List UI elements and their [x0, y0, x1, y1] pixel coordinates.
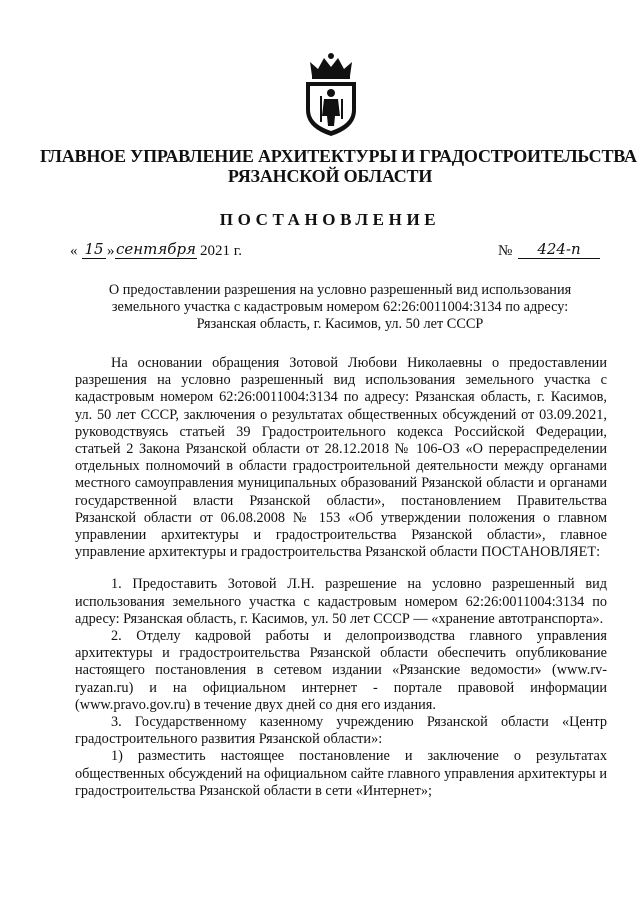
date-quote-close: »: [107, 243, 115, 259]
document-number: [498, 240, 608, 264]
date-quote-open: «: [70, 243, 78, 259]
subject-line: О предоставлении разрешения на условно разрешенный вид использования: [108, 282, 572, 298]
document-type-title: ПОСТАНОВЛЕНИЕ: [219, 210, 441, 229]
document-date: [70, 240, 280, 264]
organization-line-2: РЯЗАНСКОЙ ОБЛАСТИ: [227, 166, 433, 186]
organization-line-1: ГЛАВНОЕ УПРАВЛЕНИЕ АРХИТЕКТУРЫ И ГРАДОСТРОИТЕЛЬСТВА: [40, 146, 637, 166]
number-value: 424-п: [518, 240, 600, 259]
clause-2-paragraph: 2. Отделу кадровой работы и делопроизводства главного управления архитектуры и градостроительства Рязанской области обеспечить опубликование настоящего постановления в сетевом издании «Рязанские ведомости» (www.rv-ryazan.ru) и на официальном интернет - портале правовой информации (www.pravo.gov.ru) в течение двух дней со дня его издания.: [75, 628, 607, 713]
organization-name: [40, 146, 637, 186]
preamble-paragraph: На основании обращения Зотовой Любови Николаевны о предоставлении разрешения на условно разрешенный вид использования земельного участка с кадастровым номером 62:26:0011004:3134 по адресу: Рязанская область, г. Касимов, ул. 50 лет СССР, заключения о результатах общественных обсуждений от 03.09.2021, руководствуясь статьей 39 Градостроительного кодекса Российской Федерации, статьей 2 Закона Рязанской области от 28.12.2018 № 106-ОЗ «О перераспределении отдельных полномочий в области градостроительной деятельности между органами местного самоуправления муниципальных образований Рязанской области и органами государственной власти Рязанской области», постановлением Правительства Рязанской области от 06.08.2008 № 153 «Об утверждении положения о главном управлении архитектуры и градостроительства Рязанской области», главное управление архитектуры и градостроительства Рязанской области ПОСТАНОВЛЯЕТ:: [75, 355, 607, 561]
subject-line: Рязанская область, г. Касимов, ул. 50 лет СССР: [196, 316, 484, 332]
number-sign: №: [498, 243, 513, 259]
date-year: 2021 г.: [200, 243, 242, 259]
ryazan-coat-of-arms-icon: [300, 52, 362, 138]
date-month: сентября: [115, 240, 196, 258]
clause-3-1-paragraph: 1) разместить настоящее постановление и заключение о результатах общественных обсуждений на официальном сайте главного управления архитектуры и градостроительства Рязанской области в сети «Интернет»;: [75, 748, 607, 799]
clause-3-paragraph: 3. Государственному казенному учреждению Рязанской области «Центр градостроительного развития Рязанской области»:: [75, 714, 607, 748]
document-subject: [80, 282, 600, 333]
clause-1-paragraph: 1. Предоставить Зотовой Л.Н. разрешение на условно разрешенный вид использования земельного участка с кадастровым номером 62:26:0011004:3134 по адресу: Рязанская область, г. Касимов, ул. 50 лет СССР — «хранение автотранспорта».: [75, 576, 607, 627]
document-body: [75, 355, 607, 800]
date-day: 15: [82, 240, 106, 259]
subject-line: земельного участка с кадастровым номером 62:26:0011004:3134 по адресу:: [111, 299, 569, 315]
